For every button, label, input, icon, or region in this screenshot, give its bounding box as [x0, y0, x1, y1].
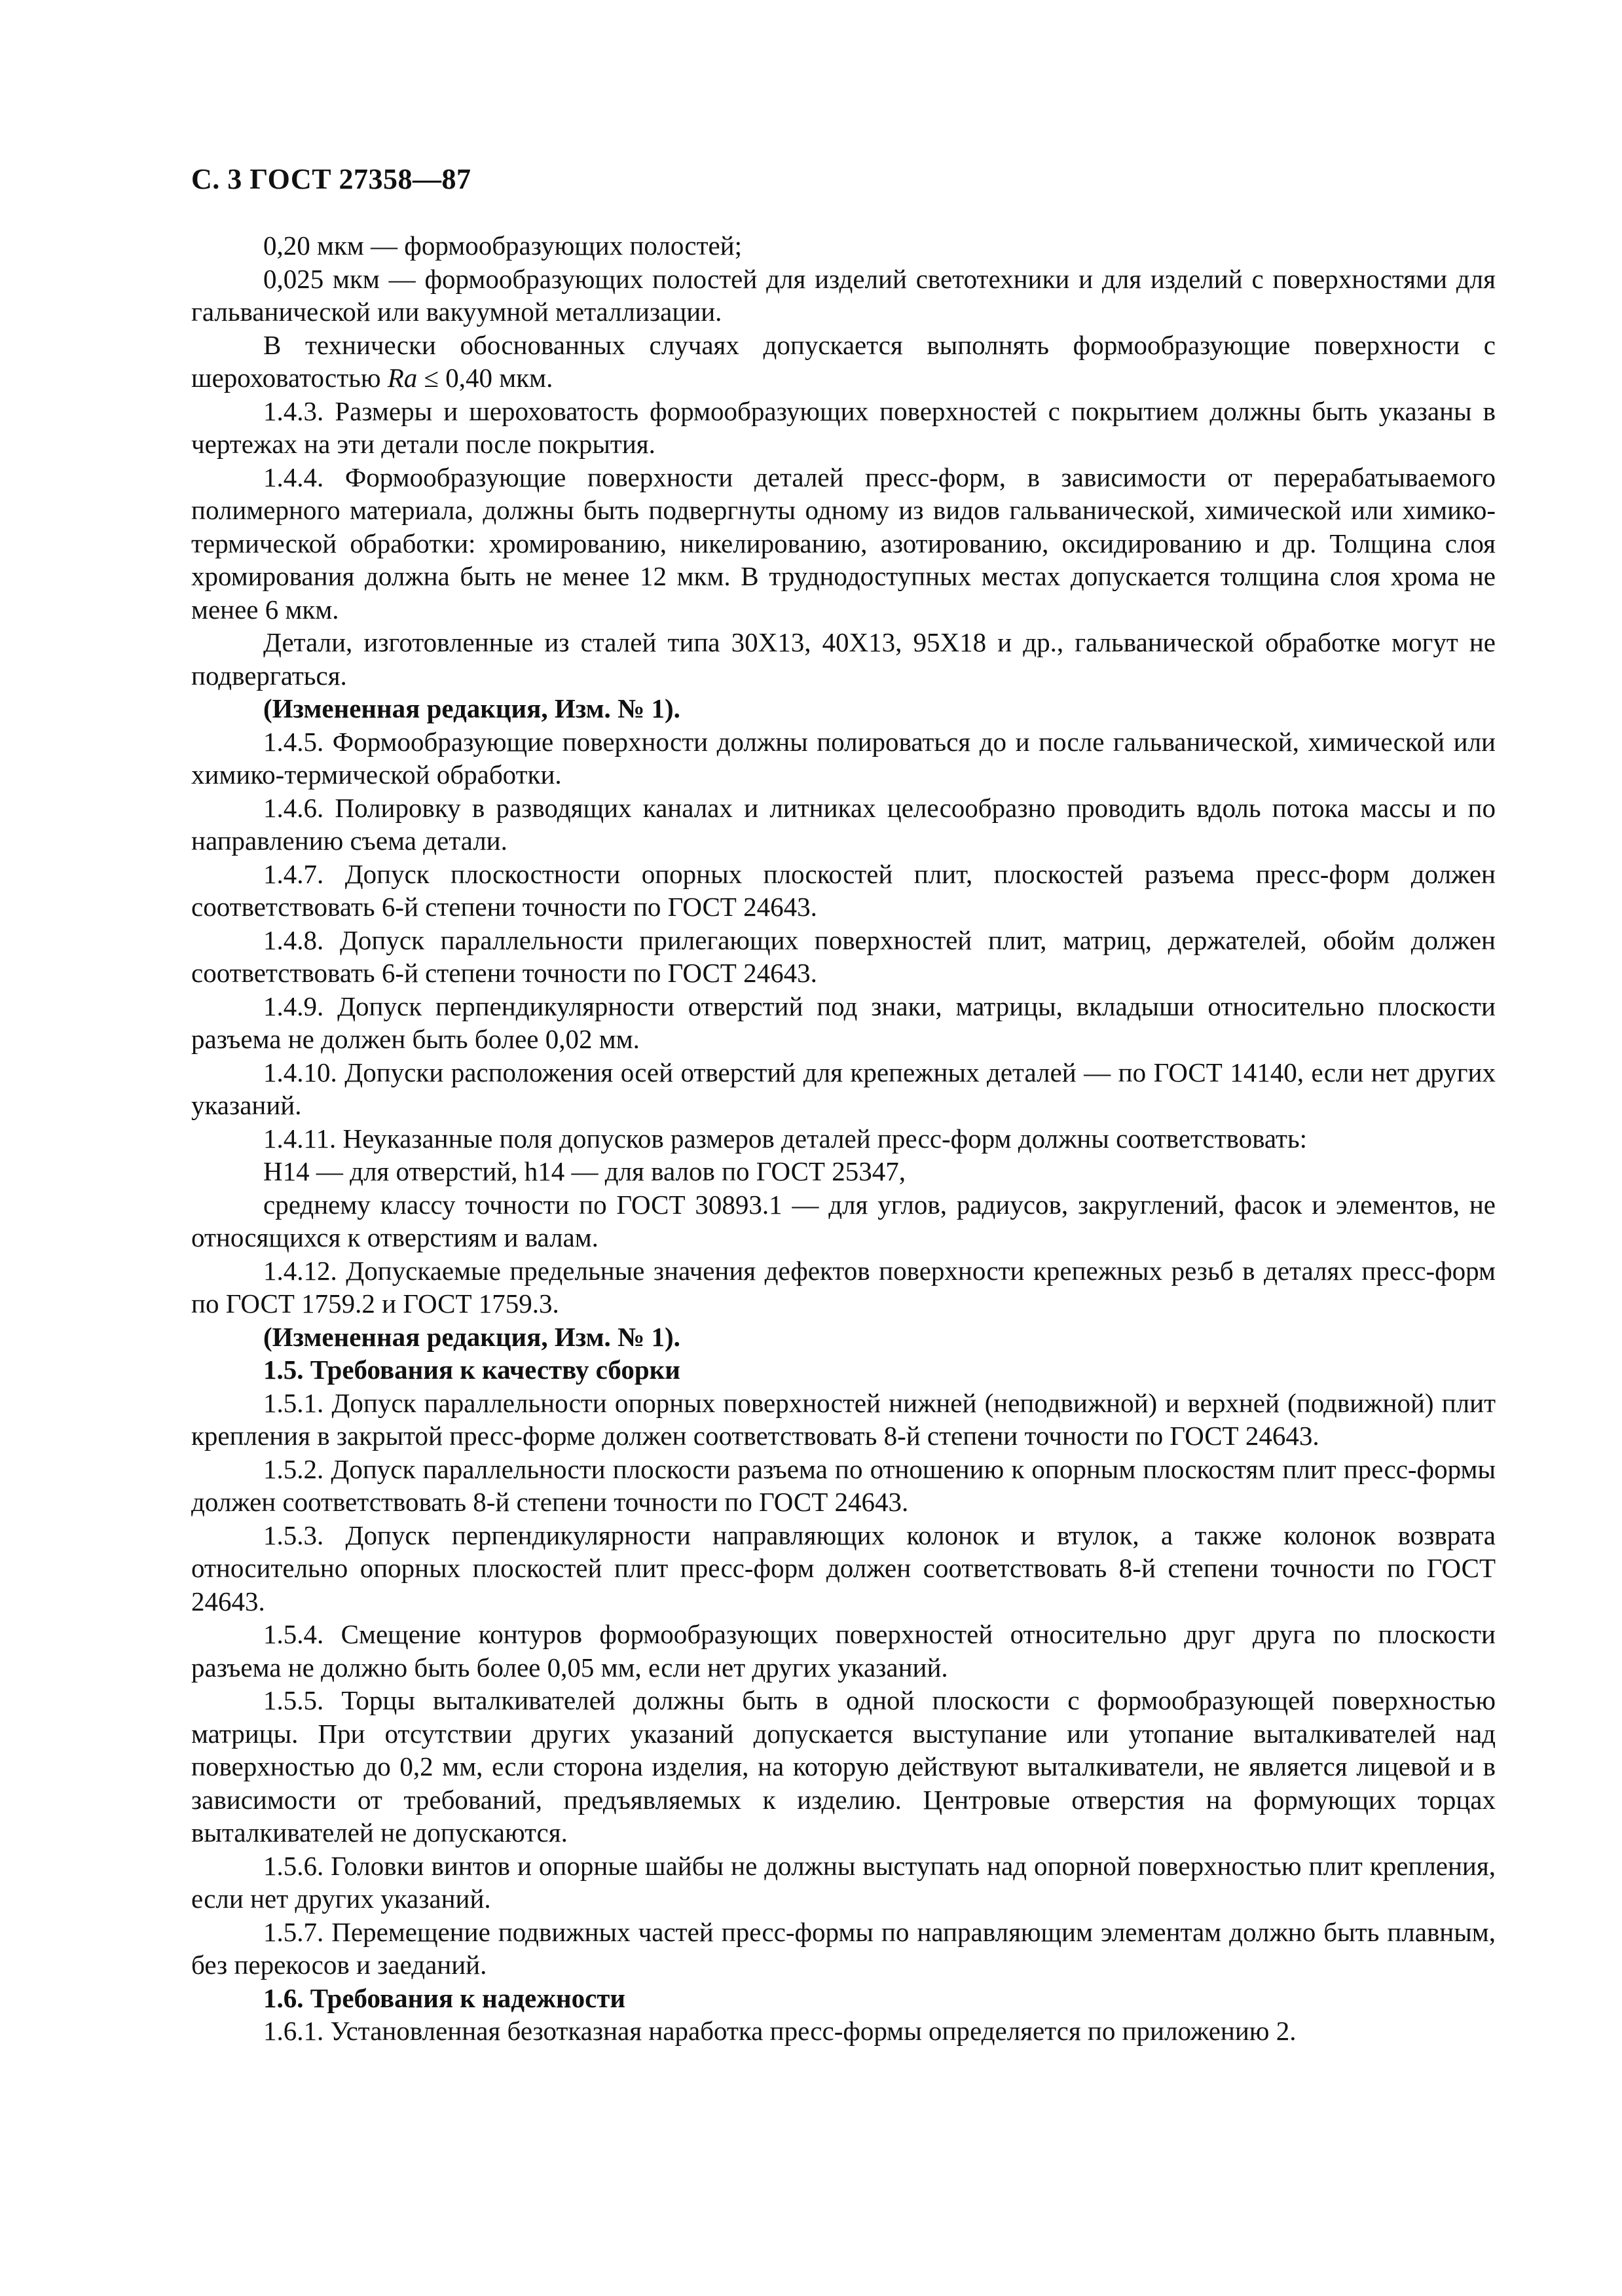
paragraph-text: ≤ 0,40 мкм.	[417, 363, 553, 393]
paragraph-1-5-6: 1.5.6. Головки винтов и опорные шайбы не должны выступать над опорной поверхностью плит крепления, если нет других указаний.	[191, 1850, 1496, 1914]
paragraph-text: В технически обоснованных случаях допускается выполнять формообразующие поверхности с шероховатостью	[191, 329, 1496, 393]
roughness-symbol: Ra	[387, 363, 418, 393]
paragraph: 0,20 мкм — формообразующих полостей;	[263, 230, 743, 261]
paragraph: H14 — для отверстий, h14 — для валов по ГОСТ 25347,	[263, 1156, 906, 1186]
amendment-note: (Измененная редакция, Изм. № 1).	[263, 693, 680, 723]
paragraph-1-4-8: 1.4.8. Допуск параллельности прилегающих поверхностей плит, матриц, держателей, обойм должен соответствовать 6-й степени точности по ГОСТ 24643.	[191, 924, 1496, 988]
paragraph-1-5-7: 1.5.7. Перемещение подвижных частей пресс-формы по направляющим элементам должно быть плавным, без перекосов и заеданий.	[191, 1916, 1496, 1980]
paragraph-1-4-12: 1.4.12. Допускаемые предельные значения дефектов поверхности крепежных резьб в деталях пресс-форм по ГОСТ 1759.2 и ГОСТ 1759.3.	[191, 1255, 1496, 1319]
paragraph: 0,025 мкм — формообразующих полостей для изделий светотехники и для изделий с поверхностями для гальванической или вакуумной металлизации.	[191, 263, 1496, 327]
paragraph-1-4-6: 1.4.6. Полировку в разводящих каналах и литниках целесообразно проводить вдоль потока массы и по направлению съема детали.	[191, 792, 1496, 856]
paragraph-1-5-5: 1.5.5. Торцы выталкивателей должны быть в одной плоскости с формообразующей поверхностью матрицы. При отсутствии других указаний допускается выступание или утопание выталкивателей над поверхностью до 0,2 мм, если сторона изделия, на которую действуют выталкиватели, не является лицевой и в зависимости от требований, предъявляемых к изделию. Центровые отверстия на формующих торцах выталкивателей не допускаются.	[191, 1685, 1496, 1848]
paragraph-1-5-2: 1.5.2. Допуск параллельности плоскости разъема по отношению к опорным плоскостям плит пресс-формы должен соответствовать 8-й степени точности по ГОСТ 24643.	[191, 1453, 1496, 1517]
paragraph: среднему классу точности по ГОСТ 30893.1 — для углов, радиусов, закруглений, фасок и элементов, не относящихся к отверстиям и валам.	[191, 1189, 1496, 1252]
section-heading-1-5: 1.5. Требования к качеству сборки	[263, 1355, 680, 1385]
paragraph-1-4-5: 1.4.5. Формообразующие поверхности должны полироваться до и после гальванической, химической или химико-термической обработки.	[191, 726, 1496, 790]
amendment-note: (Измененная редакция, Изм. № 1).	[263, 1321, 680, 1352]
paragraph-1-4-10: 1.4.10. Допуски расположения осей отверстий для крепежных деталей — по ГОСТ 14140, если нет других указаний.	[191, 1057, 1496, 1120]
paragraph-1-6-1: 1.6.1. Установленная безотказная наработка пресс-формы определяется по приложению 2.	[263, 2016, 1297, 2046]
paragraph: Детали, изготовленные из сталей типа 30X13, 40X13, 95X18 и др., гальванической обработке могут не подвергаться.	[191, 627, 1496, 691]
section-heading-1-6: 1.6. Требования к надежности	[263, 1982, 626, 2013]
paragraph-1-4-9: 1.4.9. Допуск перпендикулярности отверстий под знаки, матрицы, вкладыши относительно плоскости разъема не должен быть более 0,02 мм.	[191, 991, 1496, 1054]
page-header: С. 3 ГОСТ 27358—87	[191, 163, 471, 195]
paragraph-1-5-3: 1.5.3. Допуск перпендикулярности направляющих колонок и втулок, а также колонок возврата относительно опорных плоскостей плит пресс-форм должен соответствовать 8-й степени точности по ГОСТ 24643.	[191, 1520, 1496, 1616]
document-body	[191, 229, 1496, 2048]
paragraph-1-4-11: 1.4.11. Неуказанные поля допусков размеров деталей пресс-форм должны соответствовать:	[263, 1123, 1308, 1154]
paragraph-1-4-3: 1.4.3. Размеры и шероховатость формообразующих поверхностей с покрытием должны быть указаны в чертежах на эти детали после покрытия.	[191, 395, 1496, 459]
paragraph-1-5-4: 1.5.4. Смещение контуров формообразующих поверхностей относительно друг друга по плоскости разъема не должно быть более 0,05 мм, если нет других указаний.	[191, 1619, 1496, 1683]
paragraph-1-5-1: 1.5.1. Допуск параллельности опорных поверхностей нижней (неподвижной) и верхней (подвижной) плит крепления в закрытой пресс-форме должен соответствовать 8-й степени точности по ГОСТ 24643.	[191, 1387, 1496, 1451]
paragraph-1-4-7: 1.4.7. Допуск плоскостности опорных плоскостей плит, плоскостей разъема пресс-форм должен соответствовать 6-й степени точности по ГОСТ 24643.	[191, 858, 1496, 922]
paragraph-1-4-4: 1.4.4. Формообразующие поверхности деталей пресс-форм, в зависимости от перерабатываемого полимерного материала, должны быть подвергнуты одному из видов гальванической, химической или химико-термической обработки: хромированию, никелированию, азотированию, оксидированию и др. Толщина слоя хромирования должна быть не менее 12 мкм. В труднодоступных местах допускается толщина слоя хрома не менее 6 мкм.	[191, 462, 1496, 625]
paragraph	[191, 329, 1496, 395]
